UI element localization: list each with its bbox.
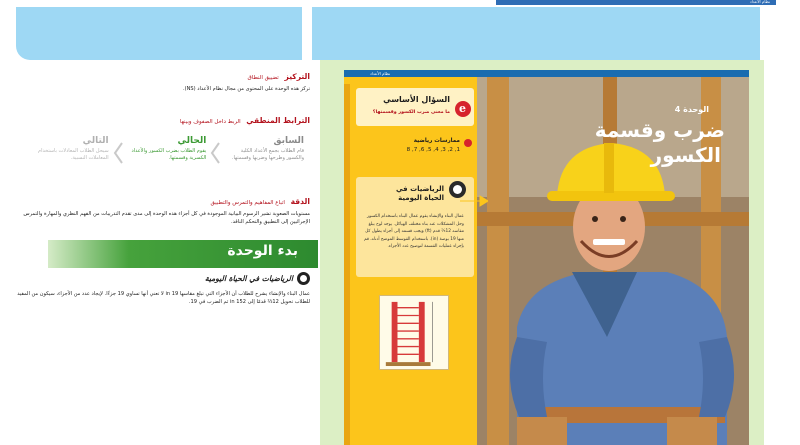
real-world-text: عمال البناء والإنشاء يشرح للطلاب أن الأجزاء التي تبلغ مقاسها 19 in لا تعني أنها تساوي 19 جزءًا. لإيجاد عدد من الأجزاء، سيكون من المفيد للطلاب تحويل 12⅔ قدمًا إلى 152 in ثم الضرب في 19. bbox=[17, 291, 310, 306]
next-title: التالي bbox=[82, 136, 109, 146]
essential-question-icon: e bbox=[455, 101, 471, 117]
top-banner bbox=[16, 7, 760, 60]
real-world-heading bbox=[14, 272, 310, 285]
coherence-now bbox=[115, 134, 213, 174]
before-text: قام الطلاب بجمع الأعداد الكلية والكسور وطرحها وضربها وقسمتها. bbox=[231, 148, 304, 162]
real-world-title: الرياضيات في الحياة اليومية bbox=[204, 274, 293, 283]
real-world-box bbox=[356, 177, 474, 277]
rw-title-line2: الحياة اليومية bbox=[398, 194, 444, 202]
now-text: يقوم الطلاب بضرب الكسور والأعداد الكسرية وقسمتها. bbox=[131, 148, 207, 162]
teacher-notes bbox=[12, 72, 310, 445]
unit-title-line1: ضرب وقسمة bbox=[594, 118, 725, 142]
unit-title-line2: الكسور bbox=[650, 143, 721, 167]
stripe-label: نظام الأعداد bbox=[749, 0, 770, 4]
rigor-subtitle: اتباع المفاهيم والتمرس والتطبيق bbox=[210, 200, 285, 206]
rw-body: عمال البناء والإنشاء يقوم عمال البناء باستخدام الكسور وحل المشكلات عند بناء مختلف الهياكل. يوجد لوح يبلغ مقاسه 12⅔ قدم (ft) ويجب قسمه إلى أجزاء يطول كل منها 19 بوصة (in). باستخدام القوسط الموضح أدناه، قم بإجراء عمليات القسمة لتوضيح عدد الأجزاء. bbox=[364, 214, 464, 250]
coherence-next bbox=[17, 134, 115, 174]
essential-question-title: السؤال الأساسي bbox=[383, 95, 450, 104]
coherence-section bbox=[14, 116, 310, 162]
top-stripe bbox=[496, 0, 776, 5]
now-title: الحالي bbox=[177, 136, 207, 146]
before-title: السابق bbox=[273, 136, 304, 146]
practices-numbers: 1, 2, 3, 4, 5, 6, 7, 8 bbox=[406, 147, 460, 153]
hero-photo bbox=[477, 77, 749, 445]
focus-heading bbox=[14, 72, 310, 81]
coherence-title: الترابط المنطقي bbox=[246, 116, 310, 125]
coherence-subtitle: الربط داخل الصفوف وبينها bbox=[179, 119, 241, 125]
rigor-text: مستويات الصعوبة تشير الرسوم البيانية الموجودة في كل أجزاء هذه الوحدة إلى مدى تقدم التدريبات من الفهم النظري والمهارة والتمرس الإجرائيين إلى التطبيق والتحكم الناقد. bbox=[23, 211, 310, 226]
rigor-title: الدقة bbox=[290, 197, 310, 206]
next-text: سيحل الطلاب المعادلات باستخدام المعاملات النسبية. bbox=[37, 148, 109, 162]
practices-icon bbox=[464, 139, 472, 147]
student-page bbox=[344, 70, 749, 445]
focus-title: التركيز bbox=[284, 72, 310, 81]
essential-question-text: ما معنى ضرب الكسور وقسمتها؟ bbox=[372, 110, 450, 115]
launch-title: بدء الوحدة bbox=[227, 243, 298, 259]
pointer-arrow-icon bbox=[460, 195, 488, 207]
launch-banner bbox=[12, 240, 320, 268]
unit-number: 4 bbox=[674, 105, 681, 114]
page-header-bar bbox=[344, 70, 749, 77]
focus-section bbox=[14, 72, 310, 93]
essential-question-box bbox=[356, 88, 474, 126]
practices-title: ممارسات رياضية bbox=[413, 138, 460, 144]
real-world-section bbox=[14, 272, 310, 306]
rigor-heading bbox=[14, 197, 310, 206]
coherence-heading bbox=[14, 116, 310, 125]
wall-frame-diagram bbox=[379, 295, 449, 370]
real-world-icon bbox=[297, 272, 310, 285]
rigor-section bbox=[14, 197, 310, 226]
page-header-label: نظام الأعداد bbox=[370, 71, 391, 76]
focus-text: تركز هذه الوحدة على المحتوى من مجال نظام الأعداد (NS). bbox=[182, 86, 310, 92]
rw-title-line1: الرياضيات في bbox=[395, 185, 444, 193]
coherence-columns bbox=[14, 134, 310, 174]
sidebar-strip bbox=[344, 84, 350, 445]
unit-label bbox=[675, 105, 709, 114]
focus-subtitle: تضييق النطاق bbox=[247, 75, 279, 81]
unit-label-text: الوحدة bbox=[683, 105, 709, 114]
coherence-before bbox=[212, 134, 310, 174]
